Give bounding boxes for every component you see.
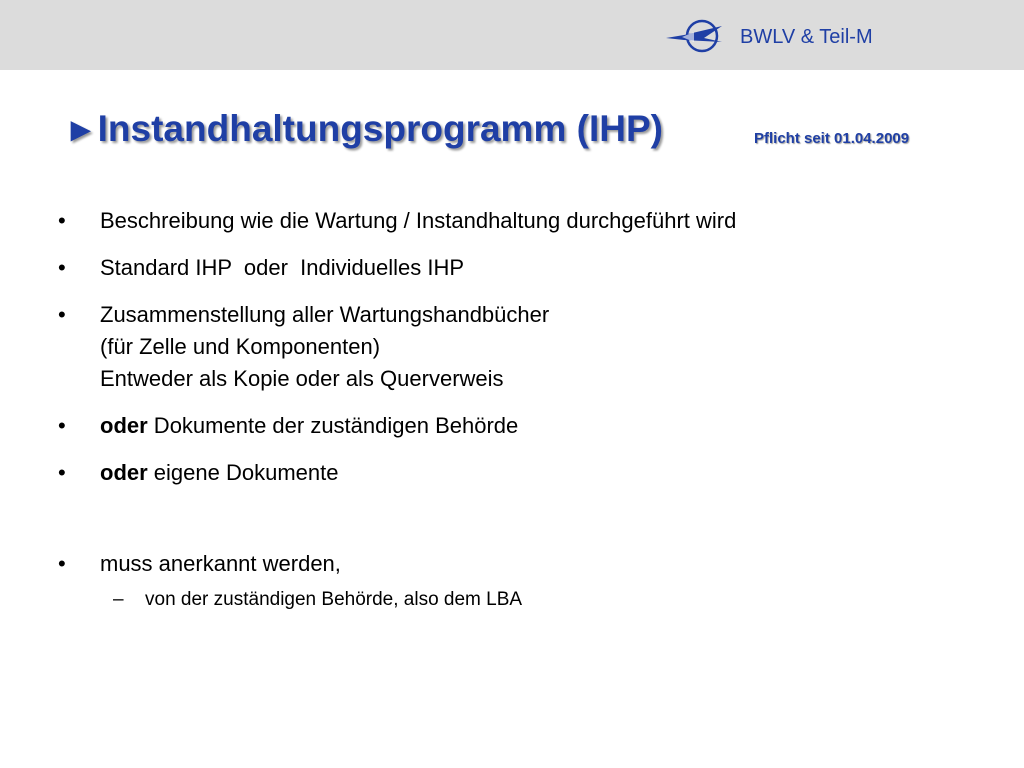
bullet-icon: •	[58, 460, 66, 485]
bullet-icon: •	[58, 413, 66, 438]
list-item-line: Entweder als Kopie oder als Querverweis	[100, 366, 504, 391]
list-item-text: Dokumente der zuständigen Behörde	[147, 413, 519, 438]
list-item-line: (für Zelle und Komponenten)	[100, 334, 381, 359]
sub-list-item	[58, 587, 998, 613]
list-item-bold: oder	[100, 460, 148, 485]
title-arrow-icon: ►	[64, 111, 98, 149]
list-item	[58, 299, 998, 395]
bullet-icon: •	[58, 551, 66, 576]
slide-title	[64, 108, 663, 150]
header-bar	[0, 0, 1024, 70]
list-item-line: Zusammenstellung aller Wartungshandbücher	[100, 302, 550, 327]
list-item	[58, 548, 998, 580]
bullet-list	[58, 205, 998, 613]
list-item	[58, 457, 998, 489]
sub-list-item-text: von der zuständigen Behörde, also dem LBA	[145, 589, 523, 610]
list-item	[58, 252, 998, 284]
title-text: Instandhaltungsprogramm (IHP)	[97, 108, 663, 149]
bwlv-logo-icon	[664, 16, 726, 56]
bullet-icon: •	[58, 208, 66, 233]
bullet-icon: •	[58, 255, 66, 280]
bullet-icon: •	[58, 302, 66, 327]
spacer	[58, 504, 998, 548]
brand-text: BWLV & Teil-M	[740, 26, 873, 48]
list-item-text: Beschreibung wie die Wartung / Instandhaltung durchgeführt wird	[100, 208, 737, 233]
list-item-text: eigene Dokumente	[147, 460, 339, 485]
list-item-text: muss anerkannt werden,	[100, 551, 341, 576]
list-item-bold: oder	[100, 413, 148, 438]
slide-subtitle: Pflicht seit 01.04.2009	[754, 130, 910, 147]
list-item	[58, 205, 998, 237]
list-item	[58, 410, 998, 442]
list-item-text: Standard IHP oder Individuelles IHP	[100, 255, 465, 280]
dash-icon: –	[113, 589, 124, 610]
